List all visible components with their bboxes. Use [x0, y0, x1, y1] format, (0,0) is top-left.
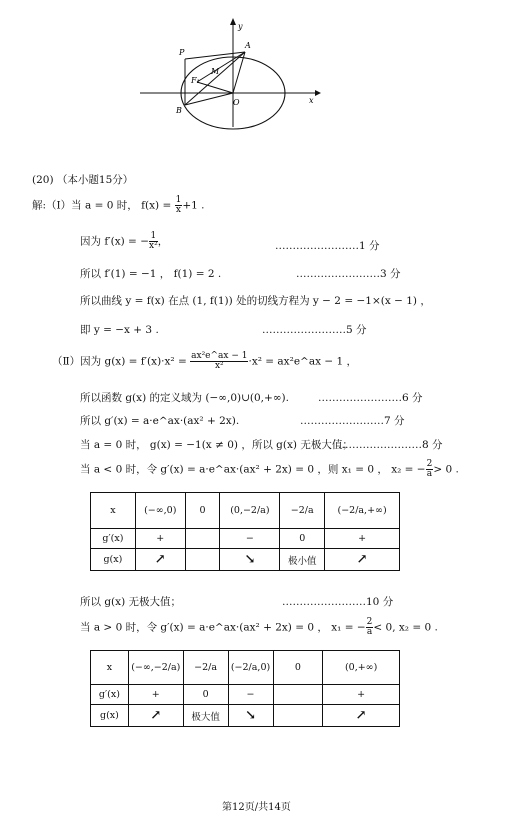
t2-r1-1: +	[128, 685, 183, 705]
t1-r1-0: g′(x)	[91, 529, 136, 549]
t1-r1-5: +	[325, 529, 400, 549]
t2-r2-1-increase-arrow: ↗	[128, 705, 183, 727]
t2-r2-0: g(x)	[91, 705, 129, 727]
t2-r1-0: g′(x)	[91, 685, 129, 705]
t1-r1-3: −	[220, 529, 280, 549]
label-m: M	[211, 67, 220, 76]
score-5: ……………………5 分	[262, 324, 367, 336]
part2-line5: 当 a < 0 时，令 g′(x) = a·e^ax·(ax² + 2x) = 0 ，则 x₁ = 0 ， x₂ = − $\frac{2}{a}$ > 0 .	[80, 459, 459, 479]
part1-line4: 所以曲线 y = f(x) 在点 (1, f(1)) 处的切线方程为 y − 2 = −1×(x − 1) ，	[80, 295, 431, 307]
t1-head-5: (−2/a,+∞)	[325, 493, 400, 529]
t2-head-1: (−∞,−2/a)	[128, 651, 183, 685]
t1-r2-4: 极小值	[280, 549, 325, 571]
t1-head-3: (0,−2/a)	[220, 493, 280, 529]
part3-line2: 当 a > 0 时，令 g′(x) = a·e^ax·(ax² + 2x) = 0 ， x₁ = − $\frac{2}{a}$ < 0, x₂ = 0 .	[80, 617, 438, 637]
t2-r1-5: +	[323, 685, 400, 705]
t2-r1-4	[273, 685, 323, 705]
t2-head-4: 0	[273, 651, 323, 685]
t1-r2-2	[185, 549, 220, 571]
t1-r2-0: g(x)	[91, 549, 136, 571]
t2-r2-4	[273, 705, 323, 727]
score-1: ……………………1 分	[275, 240, 380, 252]
t2-head-5: (0,+∞)	[323, 651, 400, 685]
part2-line2: 所以函数 g(x) 的定义域为 (−∞,0)∪(0,+∞).	[80, 392, 289, 404]
t1-r2-5-increase-arrow: ↗	[325, 549, 400, 571]
t1-head-2: 0	[185, 493, 220, 529]
ellipse-figure	[135, 15, 325, 130]
part1-line5: 即 y = −x + 3 .	[80, 324, 159, 336]
label-b: B	[176, 106, 182, 115]
part1-line3: 所以 f′(1) = −1 ， f(1) = 2 .	[80, 268, 222, 280]
problem-heading: (20) （本小题15分）	[32, 174, 134, 186]
score-6: ……………………6 分	[318, 392, 423, 404]
t1-r2-1-increase-arrow: ↗	[135, 549, 185, 571]
t2-r2-5-increase-arrow: ↗	[323, 705, 400, 727]
label-p: P	[179, 48, 185, 57]
t1-r1-4: 0	[280, 529, 325, 549]
t1-r1-1: +	[135, 529, 185, 549]
part1-line2: 因为 f′(x) = − $\frac{1}{\text{x²}}$ ，	[80, 231, 169, 251]
part2-line4: 当 a = 0 时， g(x) = −1(x ≠ 0) ，所以 g(x) 无极大值；	[80, 439, 353, 451]
part1-line1: 解:（Ⅰ）当 a = 0 时， f(x) = $\frac{1}{x}$ +1 .	[32, 195, 205, 215]
part3-line1: 所以 g(x) 无极大值；	[80, 596, 182, 608]
page-footer: 第12页/共14页	[222, 802, 291, 813]
t2-head-0: x	[91, 651, 129, 685]
t2-r2-2: 极大值	[183, 705, 228, 727]
t1-r1-2	[185, 529, 220, 549]
part2-line1: （Ⅱ）因为 g(x) = f′(x)·x² = $\frac{\text{ax²e\textasciicircum{}ax − 1}}{\text{x²}}$ ·x² = ax²e^ax − 1 ，	[52, 351, 358, 371]
label-a: A	[245, 41, 251, 50]
part2-line3: 所以 g′(x) = a·e^ax·(ax² + 2x).	[80, 415, 240, 427]
label-o: O	[233, 98, 240, 107]
label-f1: F₁	[191, 76, 200, 85]
score-10: ……………………10 分	[282, 596, 394, 608]
t2-head-2: −2/a	[183, 651, 228, 685]
t1-head-1: (−∞,0)	[135, 493, 185, 529]
t2-head-3: (−2/a,0)	[228, 651, 273, 685]
t1-head-4: −2/a	[280, 493, 325, 529]
score-3: ……………………3 分	[296, 268, 401, 280]
score-7: ……………………7 分	[300, 415, 405, 427]
label-x: x	[309, 96, 314, 105]
score-8: ……………………8 分	[338, 439, 443, 451]
sign-table-2	[90, 650, 400, 727]
t2-r1-3: −	[228, 685, 273, 705]
sign-table-1	[90, 492, 400, 571]
t1-r2-3-decrease-arrow: ↘	[220, 549, 280, 571]
t2-r2-3-decrease-arrow: ↘	[228, 705, 273, 727]
label-y: y	[238, 22, 243, 31]
t2-r1-2: 0	[183, 685, 228, 705]
t1-head-0: x	[91, 493, 136, 529]
